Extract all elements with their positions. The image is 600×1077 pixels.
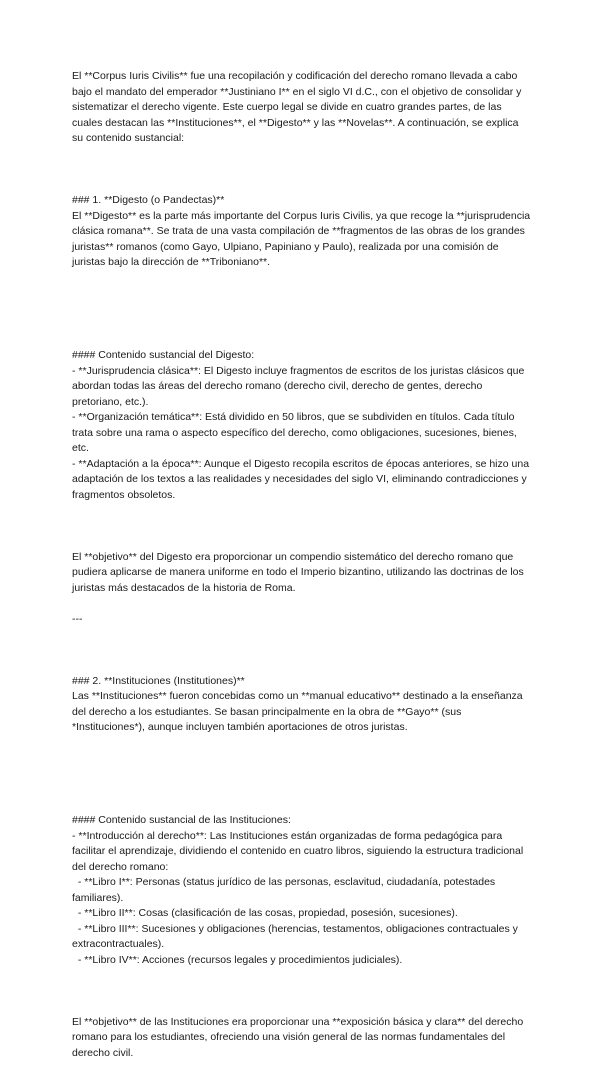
list-item: - **Libro III**: Sucesiones y obligaciones (herencias, testamentos, obligaciones contractuales y extracontractuales). [72,922,521,950]
digesto-section [72,162,532,302]
digesto-subheading: #### Contenido sustancial del Digesto: [72,349,255,361]
document-body [72,69,532,1077]
instituciones-paragraph: Las **Instituciones** fueron concebidas como un **manual educativo** destinado a la enseñanza del derecho a los estudiantes. Se basan principalmente en la obra de **Gayo** (sus *Instituciones*), aunque incluyen también aportaciones de otros juristas. [72,690,526,733]
list-item: - **Libro IV**: Acciones (recursos legales y procedimientos judiciales). [72,953,403,966]
instituciones-heading: ### 2. **Instituciones (Institutiones)** [72,674,245,687]
digesto-heading: ### 1. **Digesto (o Pandectas)** [72,194,225,206]
instituciones-section [72,643,532,767]
list-item: - **Jurisprudencia clásica**: El Digesto incluye fragmentos de escritos de los juristas clásicos que abordan todas las áreas del derecho romano (derecho civil, derecho de gentes, derecho pretoriano, etc.). [72,364,528,408]
intro-paragraph: El **Corpus Iuris Civilis** fue una recopilación y codificación del derecho romano llevada a cabo bajo el mandato del emperador **Justiniano I** en el siglo VI d.C., con el objetivo de consolidar y sistematizar el derecho vigente. Este cuerpo legal se divide en cuatro grandes partes, de las cuales destacan las **Instituciones**, el **Digesto** y las **Novelas**. A continuación, se explica su contenido sustancial: [72,70,525,144]
digesto-objective: El **objetivo** del Digesto era proporcionar un compendio sistemático del derecho romano que pudiera aplicarse de manera uniforme en todo el Imperio bizantino, utilizando las doctrinas de los juristas más destacados de la historia de Roma. [72,550,527,594]
list-item: - **Libro II**: Cosas (clasificación de las cosas, propiedad, posesión, sucesiones). [72,907,458,919]
digesto-paragraph: El **Digesto** es la parte más importante del Corpus Iuris Civilis, ya que recoge la **jurisprudencia clásica romana**. Se trata de una vasta compilación de **fragmentos de las obras de los grandes juristas** romanos (como Gayo, Ulpiano, Papiniano y Paulo), realizada por una comisión de juristas bajo la dirección de **Triboniano**. [72,209,534,268]
list-item: - **Adaptación a la época**: Aunque el Digesto recopila escritos de épocas anteriores, se hizo una adaptación de los textos a las realidades y necesidades del siglo VI, eliminando contradicciones y fragmentos obsoletos. [72,457,532,501]
section-separator: --- [72,612,83,625]
digesto-content-section [72,317,532,534]
instituciones-content-section [72,782,532,999]
instituciones-subheading: #### Contenido sustancial de las Instituciones: [72,814,291,826]
list-item: - **Libro I**: Personas (status jurídico de las personas, esclavitud, ciudadanía, potestades familiares). [72,876,499,904]
instituciones-objective: El **objetivo** de las Instituciones era proporcionar una **exposición básica y clara** del derecho romano para los estudiantes, ofreciendo una visión general de las normas fundamentales del derecho civil. [72,1015,527,1059]
list-item: - **Introducción al derecho**: Las Instituciones están organizadas de forma pedagógica para facilitar el aprendizaje, dividiendo el contenido en cuatro libros, siguiendo la estructura tradicional del derecho romano: [72,829,527,873]
list-item: - **Organización temática**: Está dividido en 50 libros, que se subdividen en títulos. Cada título trata sobre una rama o aspecto específico del derecho, como obligaciones, sucesiones, bienes, etc. [72,411,520,454]
